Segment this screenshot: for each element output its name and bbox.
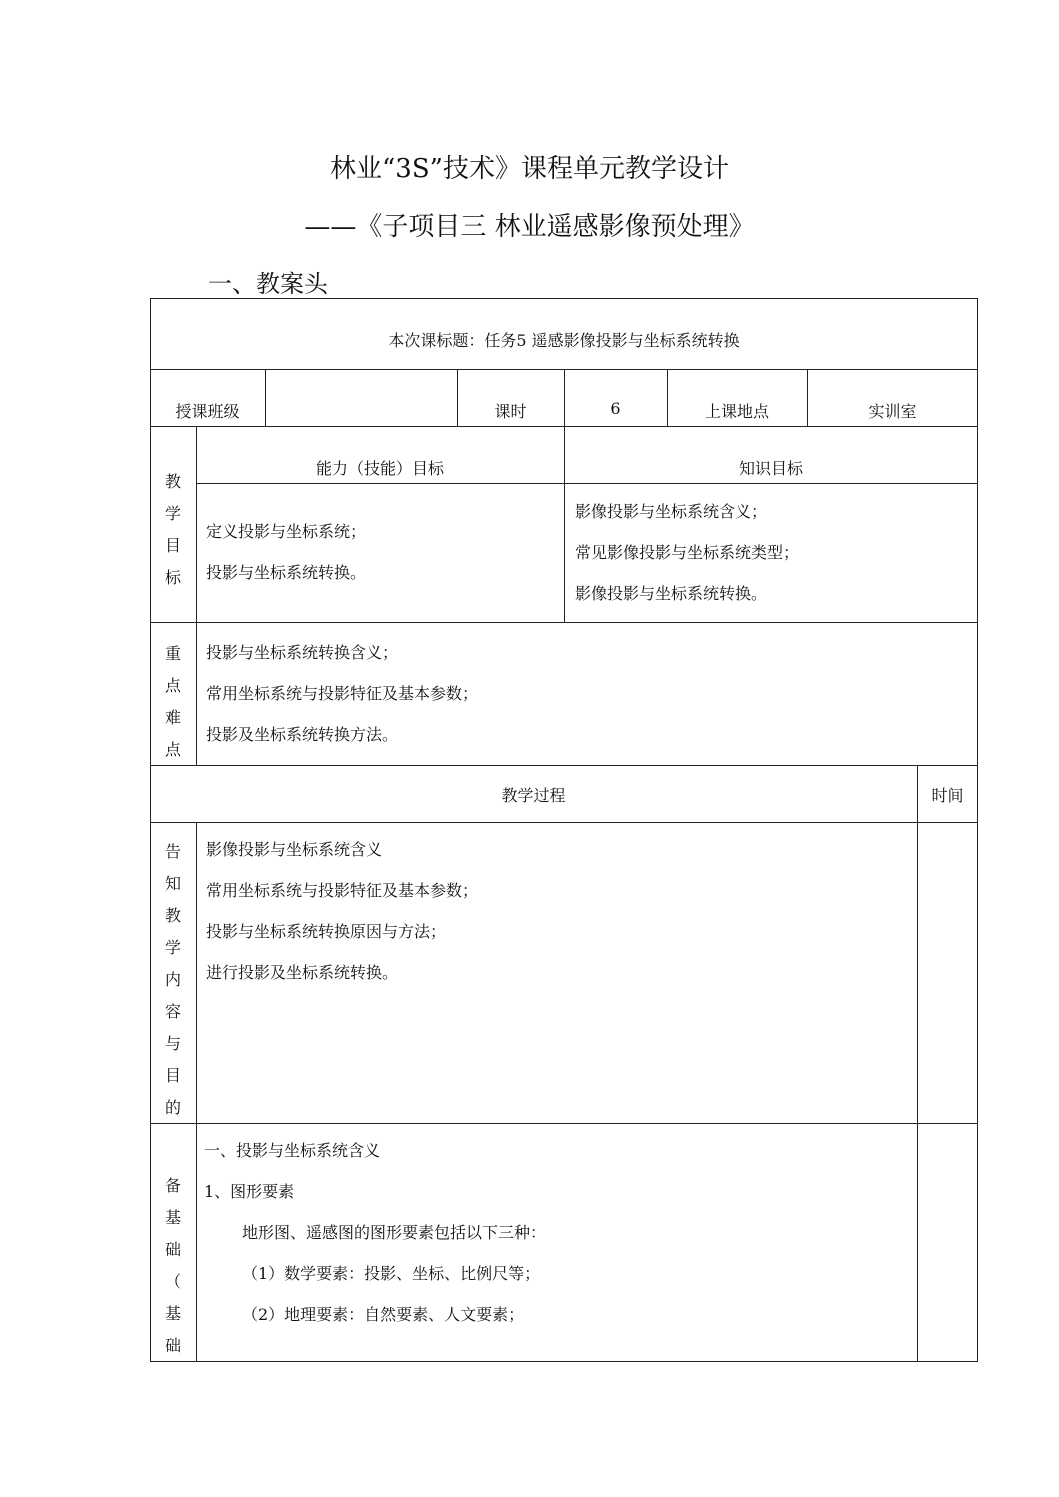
- class-label: 授课班级: [175, 402, 240, 421]
- process-header: 教学过程: [501, 786, 566, 805]
- hours-value: 6: [610, 399, 621, 418]
- objectives-label: 教 学 目 标: [164, 472, 181, 587]
- list-item: 常用坐标系统与投影特征及基本参数；: [206, 881, 479, 900]
- inform-list: [206, 829, 478, 993]
- time-header: 时间: [931, 786, 964, 805]
- list-item: 投影与坐标系统转换。: [206, 563, 367, 582]
- basis-list: [204, 1130, 546, 1335]
- keypoints-list: [206, 632, 478, 755]
- location-value: 实训室: [868, 402, 917, 421]
- list-item: 一、投影与坐标系统含义: [204, 1141, 381, 1160]
- list-item: 影像投影与坐标系统转换。: [575, 584, 768, 603]
- basis-label: 备 基 础 （ 基 础: [164, 1176, 181, 1355]
- list-item: 进行投影及坐标系统转换。: [206, 963, 399, 982]
- list-item: 常见影像投影与坐标系统类型；: [575, 543, 800, 562]
- list-item: 投影与坐标系统转换原因与方法；: [206, 922, 447, 941]
- lesson-plan-table: [150, 298, 978, 1362]
- knowledge-list: [575, 491, 799, 614]
- list-item: 1、图形要素: [204, 1182, 295, 1201]
- document-title: 林业“3S”技术》课程单元教学设计: [330, 154, 729, 184]
- lesson-topic: 本次课标题：任务5 遥感影像投影与坐标系统转换: [388, 331, 740, 350]
- ability-header: 能力（技能）目标: [315, 459, 444, 478]
- list-item: 投影及坐标系统转换方法。: [206, 725, 399, 744]
- list-item: 地形图、遥感图的图形要素包括以下三种：: [242, 1223, 547, 1242]
- list-item: （1）数学要素：投影、坐标、比例尺等；: [242, 1264, 541, 1283]
- list-item: 影像投影与坐标系统含义: [206, 840, 383, 859]
- list-item: 投影与坐标系统转换含义；: [206, 643, 399, 662]
- list-item: 常用坐标系统与投影特征及基本参数；: [206, 684, 479, 703]
- section-heading: 一、教案头: [208, 270, 328, 298]
- location-label: 上课地点: [704, 402, 769, 421]
- document-subtitle: ——《子项目三 林业遥感影像预处理》: [304, 212, 755, 242]
- knowledge-header: 知识目标: [738, 459, 803, 478]
- keypoints-label: 重 点 难 点: [164, 644, 181, 759]
- list-item: （2）地理要素：自然要素、人文要素；: [242, 1305, 525, 1324]
- list-item: 影像投影与坐标系统含义；: [575, 502, 768, 521]
- inform-label: 告 知 教 学 内 容 与 目 的: [164, 842, 181, 1117]
- ability-list: [206, 511, 366, 593]
- hours-label: 课时: [494, 402, 527, 421]
- list-item: 定义投影与坐标系统；: [206, 522, 367, 541]
